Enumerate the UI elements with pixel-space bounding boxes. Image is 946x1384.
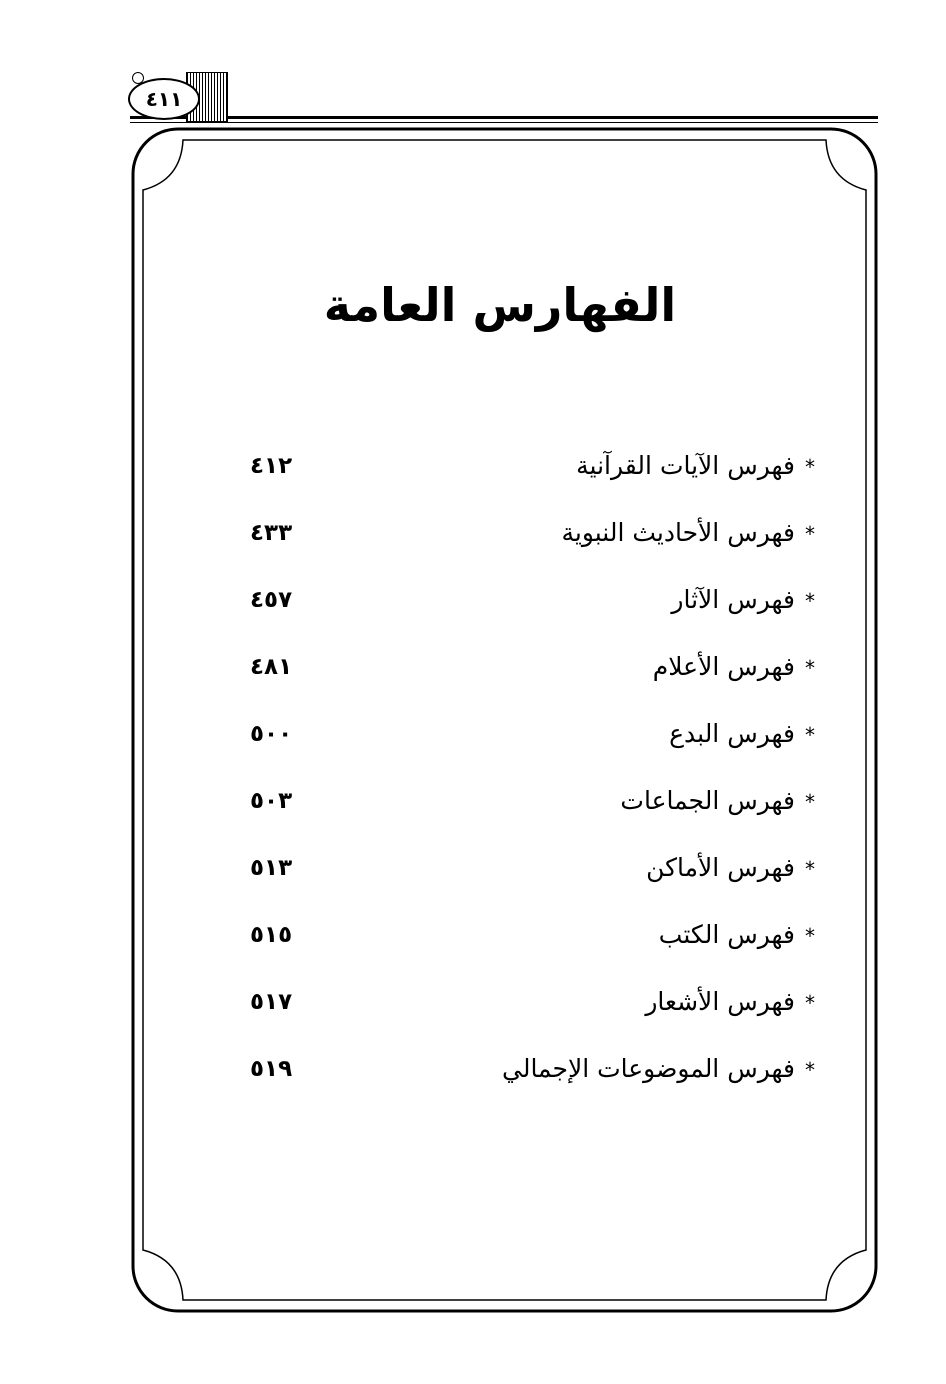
asterisk-icon: * — [805, 1058, 815, 1082]
toc-entry-label: *فهرس البدع — [669, 719, 815, 748]
asterisk-icon: * — [805, 723, 815, 747]
asterisk-icon: * — [805, 455, 815, 479]
toc-entry-label: *فهرس الأشعار — [645, 987, 815, 1016]
toc-entry-page: ٥١٩ — [250, 1056, 293, 1082]
toc-entry-page: ٥١٥ — [250, 922, 293, 948]
toc-entry-label: *فهرس الأماكن — [646, 853, 815, 882]
toc-entry-page: ٤١٢ — [250, 453, 293, 479]
asterisk-icon: * — [805, 991, 815, 1015]
toc-entry — [240, 1049, 815, 1116]
page-number-dot-ornament — [132, 72, 144, 84]
asterisk-icon: * — [805, 522, 815, 546]
toc-entry-page: ٥١٧ — [250, 989, 293, 1015]
toc-entry-label: *فهرس الأحاديث النبوية — [561, 518, 815, 547]
toc-entry-label: *فهرس الكتب — [658, 920, 815, 949]
asterisk-icon: * — [805, 857, 815, 881]
toc-entry — [240, 513, 815, 580]
asterisk-icon: * — [805, 656, 815, 680]
toc-entry — [240, 982, 815, 1049]
asterisk-icon: * — [805, 790, 815, 814]
toc-entry-label: *فهرس الموضوعات الإجمالي — [501, 1054, 815, 1083]
asterisk-icon: * — [805, 924, 815, 948]
asterisk-icon: * — [805, 589, 815, 613]
toc-entry-page: ٥٠٠ — [250, 721, 293, 747]
toc-list — [240, 446, 815, 1116]
toc-entry-page: ٥٠٣ — [250, 788, 293, 814]
toc-entry — [240, 714, 815, 781]
toc-entry — [240, 647, 815, 714]
toc-entry-label: *فهرس الآيات القرآنية — [576, 451, 815, 480]
toc-entry-page: ٤٥٧ — [250, 587, 293, 613]
toc-entry — [240, 848, 815, 915]
toc-entry-page: ٥١٣ — [250, 855, 293, 881]
toc-entry-page: ٤٨١ — [250, 654, 293, 680]
toc-entry-label: *فهرس الجماعات — [620, 786, 815, 815]
toc-entry-page: ٤٣٣ — [250, 520, 293, 546]
toc-entry-label: *فهرس الآثار — [671, 585, 815, 614]
toc-entry — [240, 781, 815, 848]
toc-entry — [240, 915, 815, 982]
page-number: ٤١١ — [128, 78, 200, 120]
toc-entry — [240, 446, 815, 513]
toc-entry — [240, 580, 815, 647]
page-title: الفهارس العامة — [323, 278, 677, 332]
toc-entry-label: *فهرس الأعلام — [652, 652, 815, 681]
